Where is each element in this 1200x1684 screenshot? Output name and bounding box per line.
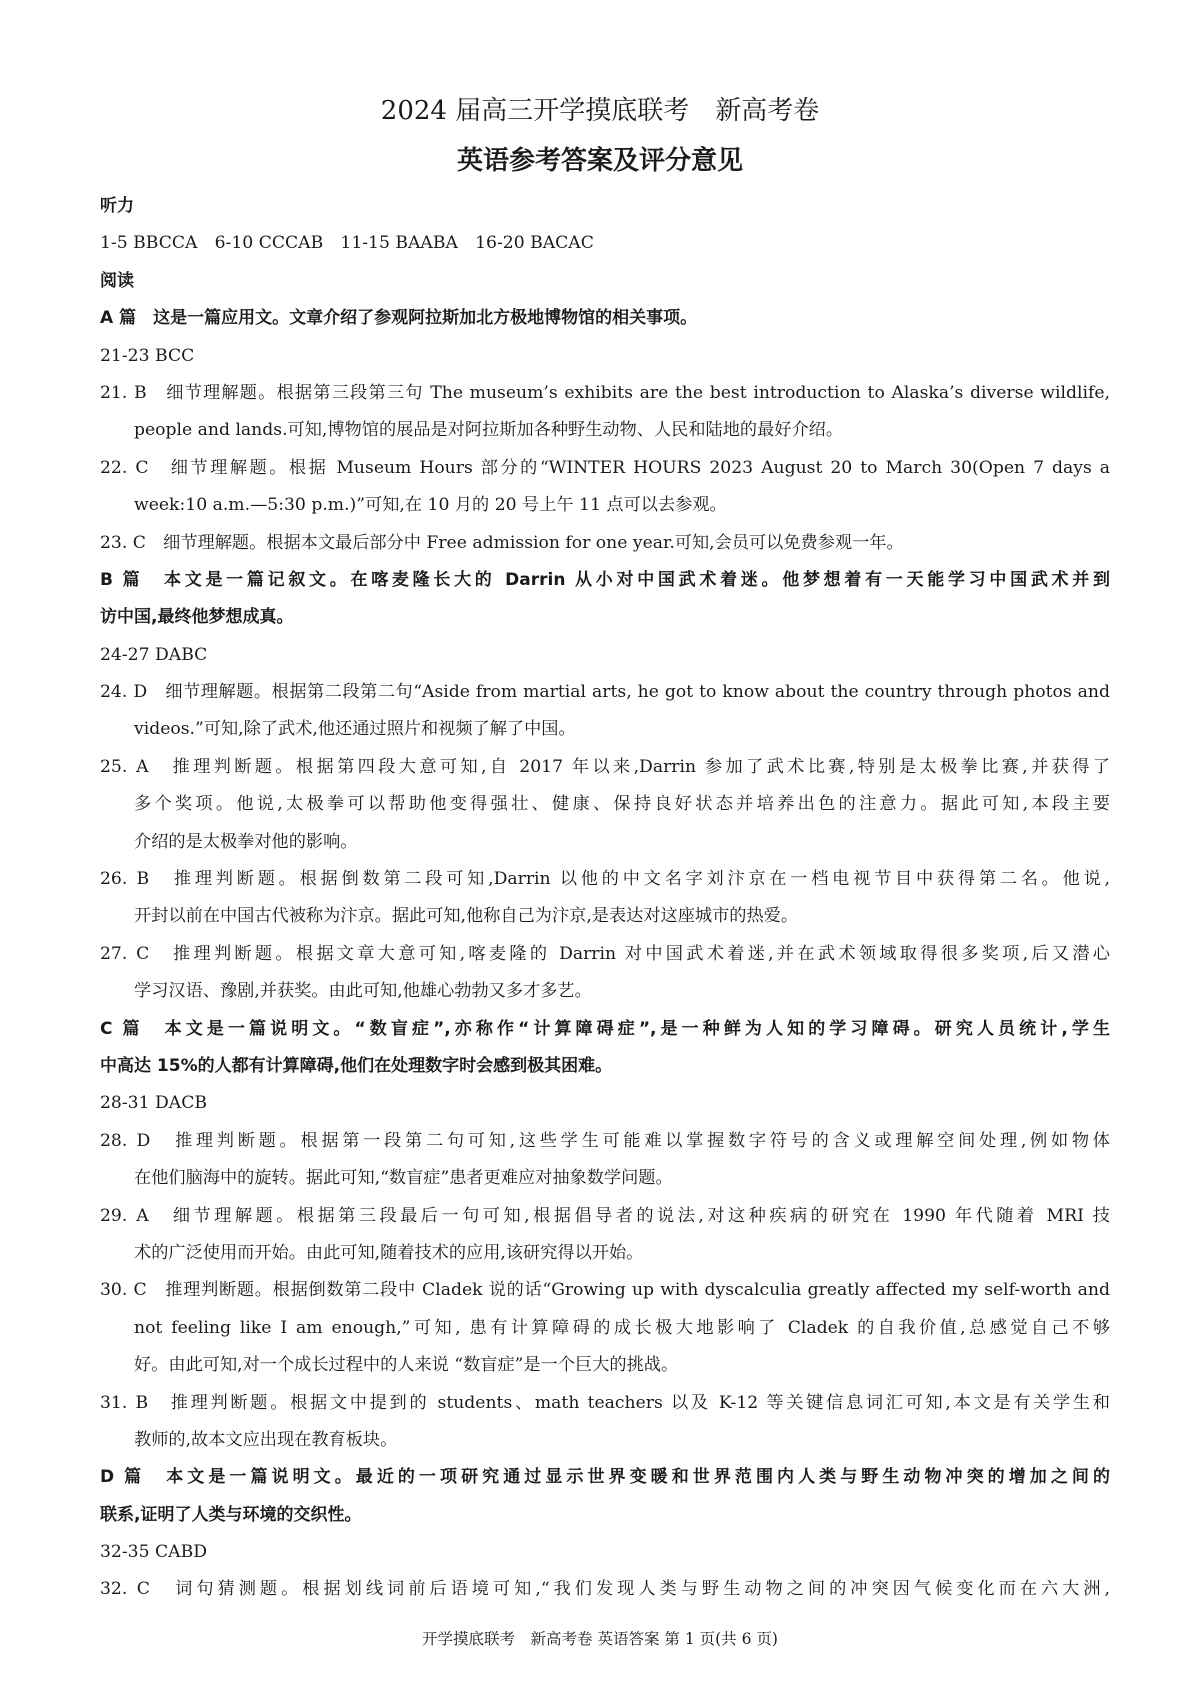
passage-a-summary: A 篇 这是一篇应用文。文章介绍了参观阿拉斯加北方极地博物馆的相关事项。 — [100, 308, 698, 329]
passage-a-answers: 21-23 BCC — [100, 345, 195, 366]
answer-item-22 — [100, 450, 1110, 525]
answer-line: 教师的,故本文应出现在教育板块。 — [134, 1429, 398, 1450]
answer-item-31 — [100, 1385, 1110, 1460]
answer-line: 30. C 推理判断题。根据倒数第二段中 Cladek 说的话“Growing up with dyscalculia greatly affected my self-worth and — [100, 1280, 1110, 1301]
answer-line: 好。由此可知,对一个成长过程中的人来说 “数盲症”是一个巨大的挑战。 — [134, 1355, 679, 1376]
answer-line: week:10 a.m.—5:30 p.m.)”可知,在 10 月的 20 号上午 11 点可以去参观。 — [134, 495, 727, 516]
answer-line: 23. C 细节理解题。根据本文最后部分中 Free admission for one year.可知,会员可以免费参观一年。 — [100, 532, 904, 553]
answer-item-21 — [100, 375, 1110, 450]
page-title: 2024 届高三开学摸底联考 新高考卷 — [380, 96, 820, 126]
passage-c-summary: C 篇 本文是一篇说明文。“数盲症”,亦称作“计算障碍症”,是一种鲜为人知的学习障碍。研究人员统计,学生 — [100, 1018, 1110, 1039]
answer-line: 术的广泛使用而开始。由此可知,随着技术的应用,该研究得以开始。 — [134, 1242, 644, 1263]
answer-item-26 — [100, 861, 1110, 936]
answer-line: 介绍的是太极拳对他的影响。 — [134, 831, 358, 852]
page-footer: 开学摸底联考 新高考卷 英语答案 第 1 页(共 6 页) — [422, 1630, 778, 1648]
answer-content — [100, 188, 1110, 1609]
passage-b-summary: 访中国,最终他梦想成真。 — [100, 607, 294, 628]
answer-item-27 — [100, 936, 1110, 1011]
answer-line: 29. A 细节理解题。根据第三段最后一句可知,根据倡导者的说法,对这种疾病的研究在 1990 年代随着 MRI 技 — [100, 1205, 1110, 1226]
listening-answers: 1-5 BBCCA 6-10 CCCAB 11-15 BAABA 16-20 BACAC — [100, 233, 594, 254]
answer-line: people and lands.可知,博物馆的展品是对阿拉斯加各种野生动物、人民和陆地的最好介绍。 — [134, 420, 844, 441]
answer-line: 32. C 词句猜测题。根据划线词前后语境可知,“我们发现人类与野生动物之间的冲突因气候变化而在六大洲, — [100, 1579, 1110, 1600]
reading-heading: 阅读 — [100, 270, 134, 291]
answer-line: 28. D 推理判断题。根据第一段第二句可知,这些学生可能难以掌握数字符号的含义或理解空间处理,例如物体 — [100, 1130, 1110, 1151]
answer-line: 25. A 推理判断题。根据第四段大意可知,自 2017 年以来,Darrin 参加了武术比赛,特别是太极拳比赛,并获得了 — [100, 756, 1110, 777]
answer-line: 27. C 推理判断题。根据文章大意可知,喀麦隆的 Darrin 对中国武术着迷,并在武术领域取得很多奖项,后又潜心 — [100, 943, 1110, 964]
answer-line: 26. B 推理判断题。根据倒数第二段可知,Darrin 以他的中文名字刘汴京在一档电视节目中获得第二名。他说, — [100, 869, 1110, 890]
answer-line: videos.”可知,除了武术,他还通过照片和视频了解了中国。 — [134, 719, 576, 740]
answer-line: not feeling like I am enough,”可知, 患有计算障碍的成长极大地影响了 Cladek 的自我价值,总感觉自己不够 — [134, 1317, 1110, 1338]
answer-line: 22. C 细节理解题。根据 Museum Hours 部分的“WINTER HOURS 2023 August 20 to March 30(Open 7 days a — [100, 457, 1110, 478]
answer-item-25 — [100, 749, 1110, 861]
answer-item-28 — [100, 1123, 1110, 1198]
answer-line: 多个奖项。他说,太极拳可以帮助他变得强壮、健康、保持良好状态并培养出色的注意力。据此可知,本段主要 — [134, 794, 1110, 815]
answer-line: 21. B 细节理解题。根据第三段第三句 The museum’s exhibits are the best introduction to Alaska’s diverse wildlife, — [100, 382, 1110, 403]
answer-item-30 — [100, 1272, 1110, 1384]
listening-heading: 听力 — [100, 196, 134, 216]
answer-item-23 — [100, 525, 1110, 562]
answer-item-32 — [100, 1571, 1110, 1608]
answer-item-24 — [100, 674, 1110, 749]
answer-line: 学习汉语、豫剧,并获奖。由此可知,他雄心勃勃又多才多艺。 — [134, 981, 592, 1002]
answer-line: 开封以前在中国古代被称为汴京。据此可知,他称自己为汴京,是表达对这座城市的热爱。 — [134, 906, 799, 927]
passage-b-answers: 24-27 DABC — [100, 644, 208, 665]
passage-d-answers: 32-35 CABD — [100, 1542, 207, 1563]
passage-c-summary: 中高达 15%的人都有计算障碍,他们在处理数字时会感到极其困难。 — [100, 1055, 613, 1076]
passage-b-summary: B 篇 本文是一篇记叙文。在喀麦隆长大的 Darrin 从小对中国武术着迷。他梦想着有一天能学习中国武术并到 — [100, 569, 1110, 590]
answer-line: 在他们脑海中的旋转。据此可知,“数盲症”患者更难应对抽象数学问题。 — [134, 1168, 673, 1189]
answer-line: 31. B 推理判断题。根据文中提到的 students、math teachers 以及 K-12 等关键信息词汇可知,本文是有关学生和 — [100, 1392, 1110, 1413]
passage-d-summary: D 篇 本文是一篇说明文。最近的一项研究通过显示世界变暖和世界范围内人类与野生动物冲突的增加之间的 — [100, 1467, 1110, 1488]
answer-item-29 — [100, 1198, 1110, 1273]
answer-line: 24. D 细节理解题。根据第二段第二句“Aside from martial arts, he got to know about the country through photos and — [100, 682, 1110, 703]
page-subtitle: 英语参考答案及评分意见 — [456, 146, 743, 176]
passage-c-answers: 28-31 DACB — [100, 1093, 207, 1114]
passage-d-summary: 联系,证明了人类与环境的交织性。 — [100, 1504, 362, 1525]
